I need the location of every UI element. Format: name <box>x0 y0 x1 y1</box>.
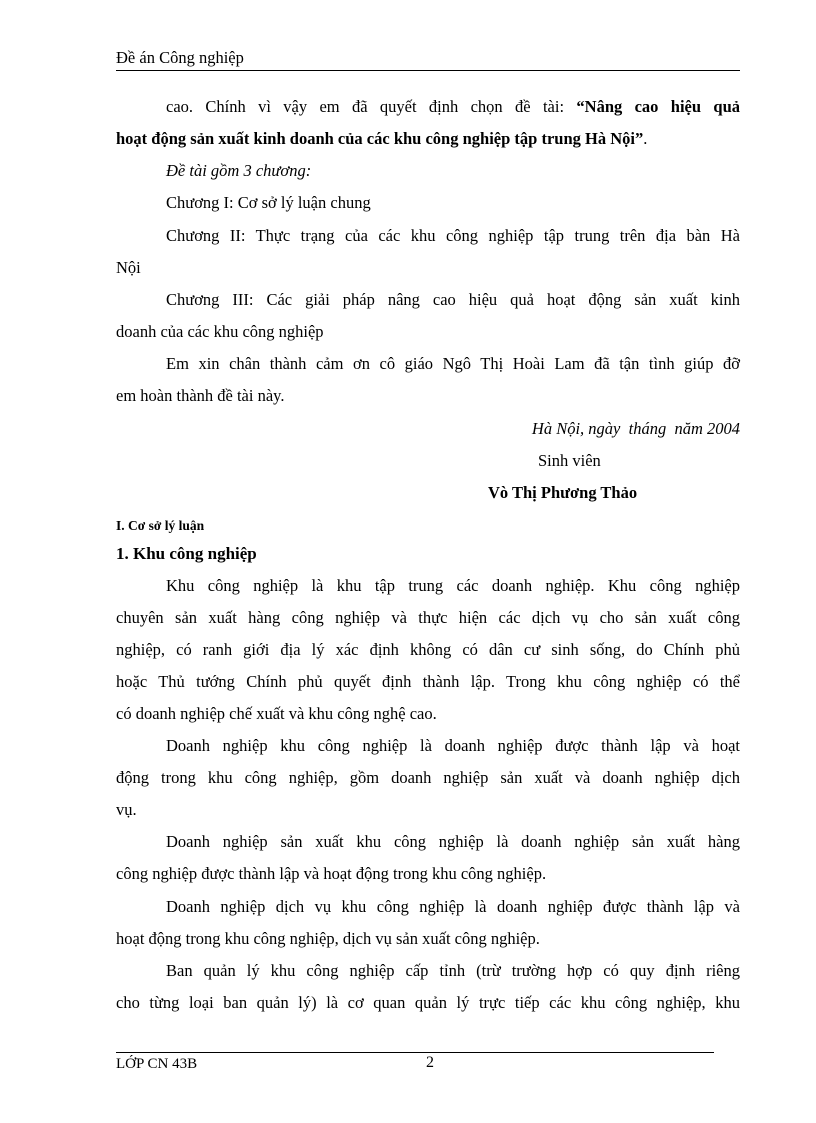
body-line: Doanh nghiệp sản xuất khu công nghiệp là doanh nghiệp sản xuất hàng <box>166 832 740 851</box>
body-line: chuyên sản xuất hàng công nghiệp và thực hiện các dịch vụ cho sản xuất công <box>116 608 740 627</box>
body-line <box>116 127 740 151</box>
signature-role: Sinh viên <box>538 451 601 470</box>
body-line: Ban quản lý khu công nghiệp cấp tỉnh (trừ trường hợp có quy định riêng <box>166 961 740 980</box>
signature-date: Hà Nội, ngày tháng năm 2004 <box>531 419 740 438</box>
text-run-bold: hoạt động sản xuất kinh doanh của các khu công nghiệp tập trung Hà Nội” <box>116 129 644 148</box>
body-line: Doanh nghiệp khu công nghiệp là doanh nghiệp được thành lập và hoạt <box>166 736 740 755</box>
page-number: 2 <box>426 1054 434 1071</box>
body-line: có doanh nghiệp chế xuất và khu công nghệ cao. <box>116 704 437 723</box>
section-heading: 1. Khu công nghiệp <box>116 544 257 563</box>
body-line: cho từng loại ban quản lý) là cơ quan quản lý trực tiếp các khu công nghiệp, khu <box>116 993 740 1012</box>
header-title: Đề án Công nghiệp <box>116 48 244 67</box>
text-run-bold: “Nâng cao hiệu quả <box>576 97 741 116</box>
body-line: Em xin chân thành cảm ơn cô giáo Ngô Thị Hoài Lam đã tận tình giúp đỡ <box>166 354 740 373</box>
body-line: vụ. <box>116 800 137 819</box>
body-line: Nội <box>116 258 141 277</box>
body-line: Doanh nghiệp dịch vụ khu công nghiệp là doanh nghiệp được thành lập và <box>166 897 740 916</box>
section-label: I. Cơ sở lý luận <box>116 518 205 533</box>
body-line: Chương I: Cơ sở lý luận chung <box>166 193 371 212</box>
body-line: Đề tài gồm 3 chương: <box>166 161 312 180</box>
body-line: em hoàn thành đề tài này. <box>116 386 285 405</box>
signature-name: Vò Thị Phương Thảo <box>488 483 638 502</box>
body-line: doanh của các khu công nghiệp <box>116 322 324 341</box>
body-line: Chương III: Các giải pháp nâng cao hiệu quả hoạt động sản xuất kinh <box>166 290 740 309</box>
body-line: hoạt động trong khu công nghiệp, dịch vụ sản xuất công nghiệp. <box>116 929 540 948</box>
body-line <box>166 95 740 119</box>
footer-rule <box>116 1052 714 1053</box>
text-run: cao. Chính vì vậy em đã quyết định chọn đề tài: <box>166 97 577 116</box>
body-line: hoặc Thủ tướng Chính phủ quyết định thành lập. Trong khu công nghiệp có thể <box>116 672 740 691</box>
body-line: động trong khu công nghiệp, gồm doanh nghiệp sản xuất và doanh nghiệp dịch <box>116 768 740 787</box>
footer-class-label: LỚP CN 43B <box>116 1056 198 1072</box>
page-header <box>116 48 740 71</box>
body-line: nghiệp, có ranh giới địa lý xác định không có dân cư sinh sống, do Chính phủ <box>116 640 740 659</box>
body-line: Chương II: Thực trạng của các khu công nghiệp tập trung trên địa bàn Hà <box>166 226 740 245</box>
body-line: Khu công nghiệp là khu tập trung các doanh nghiệp. Khu công nghiệp <box>166 576 740 595</box>
body-line: công nghiệp được thành lập và hoạt động trong khu công nghiệp. <box>116 864 547 883</box>
text-run: . <box>643 129 648 148</box>
